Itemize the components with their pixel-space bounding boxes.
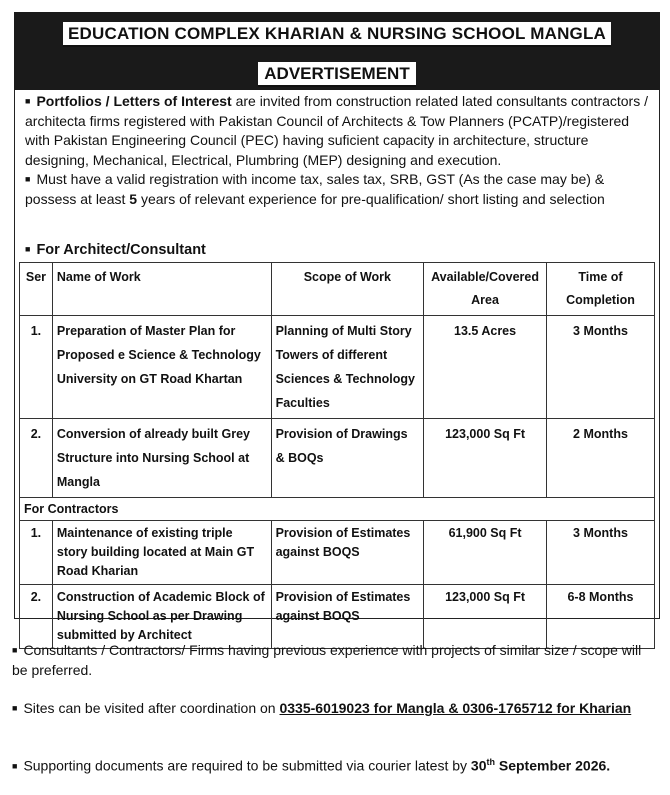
cell-time: 3 Months	[546, 316, 654, 419]
header-name: Name of Work	[52, 263, 271, 316]
note-site-visit: ■ Sites can be visited after coordination on 0335-6019023 for Mangla & 0306-1765712 for Kharian	[12, 700, 632, 716]
bullet-icon: ■	[12, 645, 18, 655]
contractors-heading: For Contractors	[20, 498, 655, 521]
cell-area: 123,000 Sq Ft	[424, 419, 547, 498]
page-title: EDUCATION COMPLEX KHARIAN & NURSING SCHOOL MANGLA	[14, 24, 660, 44]
contact-numbers: 0335-6019023 for Mangla & 0306-1765712 for Kharian	[279, 700, 632, 716]
intro-section	[25, 92, 651, 209]
cell-scope: Provision of Estimates against BOQS	[271, 521, 424, 585]
advertisement-body	[14, 90, 660, 642]
cell-ser: 1.	[20, 316, 53, 419]
page-subtitle: ADVERTISEMENT	[14, 64, 660, 84]
cell-name: Conversion of already built Grey Structure into Nursing School at Mangla	[52, 419, 271, 498]
bullet-icon: ■	[12, 760, 18, 771]
cell-ser: 1.	[20, 521, 53, 585]
cell-time: 6-8 Months	[546, 585, 654, 649]
cell-name: Preparation of Master Plan for Proposed e Science & Technology University on GT Road Khartan	[52, 316, 271, 419]
header-banner	[14, 12, 660, 90]
table-header-row	[20, 263, 655, 316]
cell-area: 61,900 Sq Ft	[424, 521, 547, 585]
cell-name: Construction of Academic Block of Nursing School as per Drawing submitted by Architect	[52, 585, 271, 649]
works-table	[19, 262, 655, 649]
contractors-heading-row	[20, 498, 655, 521]
architect-heading: ■ For Architect/Consultant	[25, 242, 206, 258]
bullet-icon: ■	[25, 244, 31, 254]
cell-time: 2 Months	[546, 419, 654, 498]
note-experience: ■ Consultants / Contractors/ Firms having previous experience with projects of similar size / scope will be preferred.	[12, 642, 642, 678]
cell-ser: 2.	[20, 419, 53, 498]
intro-paragraph-1: ■ Portfolios / Letters of Interest are invited from construction related lated consultants contractors / architecta firms registered with Pakistan Council of Architects & Tow Planners (PCATP)/registered with Pakistan Engineering Council (PEC) having suficient capacity in architecture, structure designing, Mechanical, Electrical, Plumbring (MEP) designing and execution.	[25, 93, 649, 168]
header-ser: Ser	[20, 263, 53, 316]
cell-ser: 2.	[20, 585, 53, 649]
cell-scope: Planning of Multi Story Towers of different Sciences & Technology Faculties	[271, 316, 424, 419]
cell-scope: Provision of Estimates against BOQS	[271, 585, 424, 649]
table-row	[20, 316, 655, 419]
table-row	[20, 585, 655, 649]
note-deadline: ■ Supporting documents are required to be submitted via courier latest by 30th September 2026.	[12, 757, 611, 774]
cell-area: 123,000 Sq Ft	[424, 585, 547, 649]
intro-paragraph-2: ■ Must have a valid registration with income tax, sales tax, SRB, GST (As the case may be) & possess at least 5 years of relevant experience for pre-qualification/ short listing and selection	[25, 171, 605, 207]
bullet-icon: ■	[25, 174, 31, 184]
cell-name: Maintenance of existing triple story building located at Main GT Road Kharian	[52, 521, 271, 585]
cell-time: 3 Months	[546, 521, 654, 585]
bullet-icon: ■	[12, 703, 18, 713]
table-row	[20, 521, 655, 585]
header-area: Available/Covered Area	[424, 263, 547, 316]
table-row	[20, 419, 655, 498]
header-scope: Scope of Work	[271, 263, 424, 316]
cell-scope: Provision of Drawings & BOQs	[271, 419, 424, 498]
cell-area: 13.5 Acres	[424, 316, 547, 419]
header-time: Time of Completion	[546, 263, 654, 316]
bullet-icon: ■	[25, 96, 31, 106]
